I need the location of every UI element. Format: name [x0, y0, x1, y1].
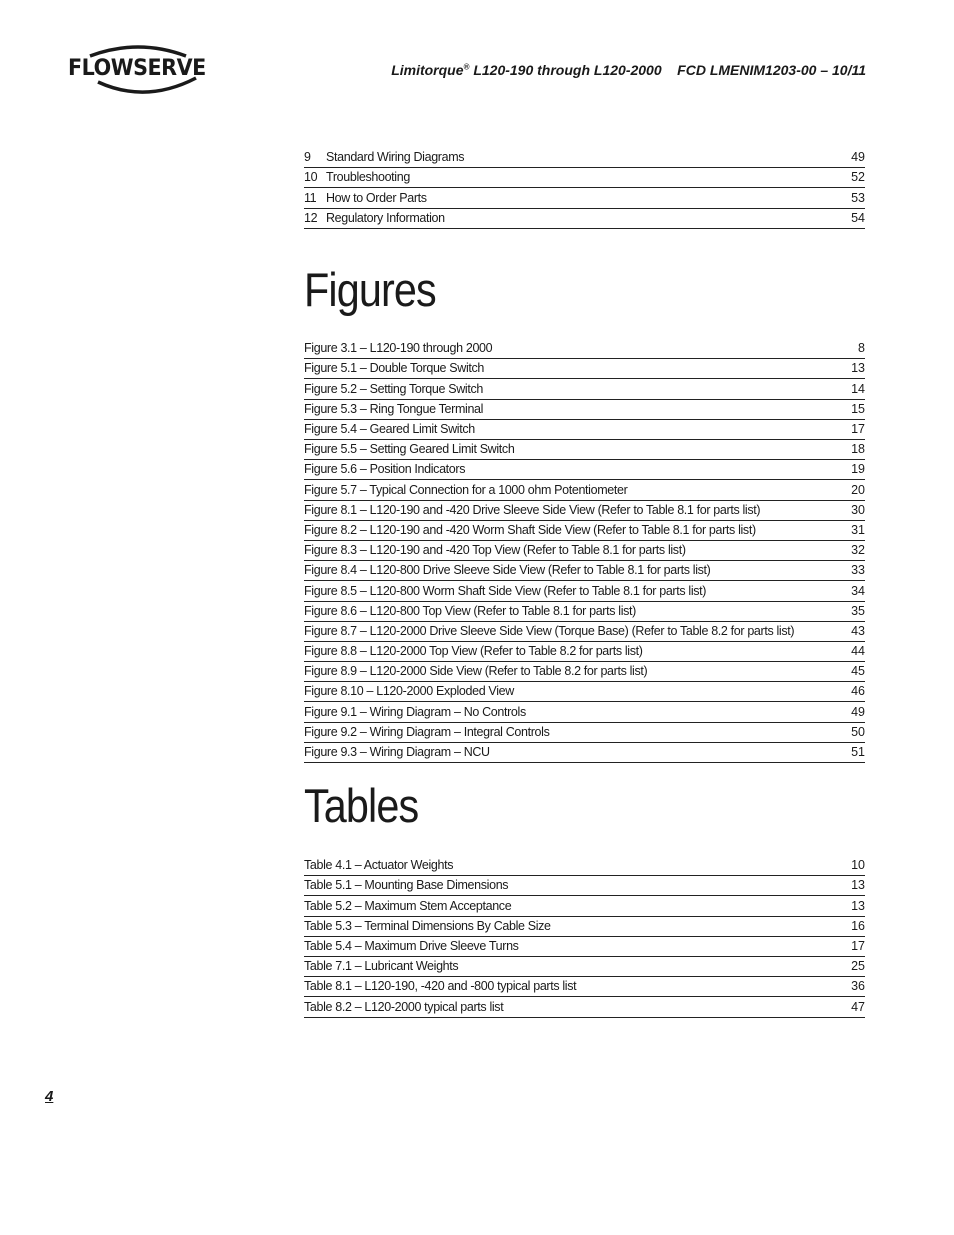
toc-entry[interactable]: [304, 360, 865, 379]
toc-entry[interactable]: [304, 210, 865, 229]
toc-entry[interactable]: [304, 401, 865, 420]
toc-entry-page: 14: [851, 381, 865, 396]
toc-entry-label: Table 5.1 – Mounting Base Dimensions: [304, 878, 509, 893]
section-label: Regulatory Information: [326, 210, 445, 225]
toc-entry-label: Figure 9.2 – Wiring Diagram – Integral Controls: [304, 724, 550, 739]
toc-entry-label: [304, 190, 427, 207]
section-number: 9: [304, 150, 311, 165]
section-number: 10: [304, 170, 318, 185]
toc-entry-label: Figure 8.2 – L120-190 and -420 Worm Shaft Side View (Refer to Table 8.1 for parts list): [304, 522, 756, 537]
toc-entry-page: 13: [851, 878, 865, 893]
figures-heading: Figures: [304, 263, 436, 316]
toc-entry-label: Figure 5.3 – Ring Tongue Terminal: [304, 401, 484, 416]
toc-entry[interactable]: [304, 724, 865, 743]
toc-entry[interactable]: [304, 663, 865, 682]
toc-entry-label: Figure 8.8 – L120-2000 Top View (Refer to Table 8.2 for parts list): [304, 644, 643, 659]
toc-entry[interactable]: [304, 149, 865, 168]
toc-entry-label: Table 8.1 – L120-190, -420 and -800 typical parts list: [304, 979, 577, 994]
toc-entry-label: [304, 210, 445, 227]
figures-list: [304, 340, 865, 764]
toc-entry[interactable]: [304, 340, 865, 359]
toc-entry-page: 34: [851, 583, 865, 598]
toc-entry-page: 18: [851, 442, 865, 457]
toc-entry-page: 49: [851, 150, 865, 165]
toc-entry-label: Figure 9.1 – Wiring Diagram – No Controls: [304, 704, 526, 719]
toc-entry[interactable]: [304, 481, 865, 500]
toc-entry-label: Figure 8.3 – L120-190 and -420 Top View (Refer to Table 8.1 for parts list): [304, 543, 686, 558]
header-title: L120-190 through L120-2000 FCD LMENIM1203-00 – 10/11: [469, 62, 866, 78]
toc-entry-label: [304, 149, 464, 166]
toc-entry[interactable]: [304, 562, 865, 581]
section-label: Troubleshooting: [326, 170, 410, 185]
toc-entry-page: 52: [851, 170, 865, 185]
toc-entry-label: Figure 5.2 – Setting Torque Switch: [304, 381, 483, 396]
toc-entry[interactable]: [304, 897, 865, 916]
section-label: How to Order Parts: [326, 190, 427, 205]
toc-entry-label: Figure 9.3 – Wiring Diagram – NCU: [304, 745, 490, 760]
toc-entry-page: 31: [851, 522, 865, 537]
toc-entry-page: 49: [851, 704, 865, 719]
toc-entry-page: 44: [851, 644, 865, 659]
logo-text: FLOWSERVE: [68, 56, 206, 81]
toc-entry[interactable]: [304, 998, 865, 1017]
toc-entry-label: Figure 8.5 – L120-800 Worm Shaft Side View (Refer to Table 8.1 for parts list): [304, 583, 707, 598]
toc-entry-page: 17: [851, 422, 865, 437]
toc-entry[interactable]: [304, 602, 865, 621]
toc-entry-page: 45: [851, 664, 865, 679]
toc-entry-label: Figure 5.6 – Position Indicators: [304, 462, 466, 477]
toc-entry-label: Figure 8.1 – L120-190 and -420 Drive Sleeve Side View (Refer to Table 8.1 for parts list): [304, 502, 761, 517]
toc-entry[interactable]: [304, 978, 865, 997]
toc-entry-page: 53: [851, 190, 865, 205]
toc-entry[interactable]: [304, 918, 865, 937]
toc-entry[interactable]: [304, 189, 865, 208]
toc-entry[interactable]: [304, 169, 865, 188]
toc-entry-label: [304, 169, 410, 186]
toc-entry-page: 46: [851, 684, 865, 699]
toc-entry[interactable]: [304, 683, 865, 702]
toc-entry-page: 51: [851, 745, 865, 760]
toc-entry-page: 19: [851, 462, 865, 477]
toc-entry-label: Table 5.4 – Maximum Drive Sleeve Turns: [304, 939, 519, 954]
contents-list: [304, 149, 865, 230]
toc-entry-page: 43: [851, 623, 865, 638]
toc-entry[interactable]: [304, 623, 865, 642]
toc-entry[interactable]: [304, 703, 865, 722]
toc-entry-page: 36: [851, 979, 865, 994]
flowserve-logo: [68, 44, 208, 96]
section-number: 12: [304, 210, 318, 225]
toc-entry-page: 8: [858, 341, 865, 356]
toc-entry[interactable]: [304, 857, 865, 876]
toc-entry-label: Figure 5.4 – Geared Limit Switch: [304, 422, 475, 437]
toc-entry-page: 13: [851, 898, 865, 913]
toc-entry-page: 20: [851, 482, 865, 497]
toc-entry-page: 17: [851, 939, 865, 954]
toc-entry[interactable]: [304, 461, 865, 480]
section-number: 11: [304, 190, 317, 205]
toc-entry[interactable]: [304, 441, 865, 460]
toc-entry[interactable]: [304, 380, 865, 399]
tables-list: [304, 857, 865, 1019]
toc-entry-label: Figure 5.1 – Double Torque Switch: [304, 361, 484, 376]
toc-entry[interactable]: [304, 958, 865, 977]
toc-entry-page: 30: [851, 502, 865, 517]
toc-entry-page: 13: [851, 361, 865, 376]
toc-entry[interactable]: [304, 502, 865, 521]
toc-entry-page: 25: [851, 959, 865, 974]
document-header: [391, 62, 866, 78]
toc-entry[interactable]: [304, 421, 865, 440]
toc-entry-page: 32: [851, 543, 865, 558]
toc-entry[interactable]: [304, 582, 865, 601]
toc-entry-label: Table 8.2 – L120-2000 typical parts list: [304, 999, 504, 1014]
section-label: Standard Wiring Diagrams: [326, 150, 465, 165]
toc-entry[interactable]: [304, 542, 865, 561]
toc-entry[interactable]: [304, 744, 865, 763]
toc-entry-label: Table 4.1 – Actuator Weights: [304, 858, 454, 873]
toc-entry-page: 33: [851, 563, 865, 578]
toc-entry-label: Figure 5.7 – Typical Connection for a 1000 ohm Potentiometer: [304, 482, 628, 497]
toc-entry-label: Figure 5.5 – Setting Geared Limit Switch: [304, 442, 515, 457]
toc-entry-label: Figure 8.10 – L120-2000 Exploded View: [304, 684, 514, 699]
toc-entry-label: Table 5.2 – Maximum Stem Acceptance: [304, 898, 512, 913]
toc-entry-page: 35: [851, 603, 865, 618]
toc-entry-label: Table 7.1 – Lubricant Weights: [304, 959, 459, 974]
toc-entry-page: 54: [851, 210, 865, 225]
toc-entry[interactable]: [304, 877, 865, 896]
toc-entry[interactable]: [304, 938, 865, 957]
tables-heading: Tables: [304, 779, 419, 832]
toc-entry-page: 15: [851, 401, 865, 416]
toc-entry-page: 16: [851, 918, 865, 933]
toc-entry-label: Figure 8.6 – L120-800 Top View (Refer to Table 8.1 for parts list): [304, 603, 636, 618]
toc-entry-label: Figure 8.4 – L120-800 Drive Sleeve Side View (Refer to Table 8.1 for parts list): [304, 563, 711, 578]
toc-entry-page: 10: [851, 858, 865, 873]
toc-entry-label: Figure 8.9 – L120-2000 Side View (Refer to Table 8.2 for parts list): [304, 664, 648, 679]
registered-mark: ®: [463, 62, 470, 72]
toc-entry-page: 50: [851, 724, 865, 739]
page-number: 4: [45, 1088, 54, 1105]
toc-entry-label: Figure 3.1 – L120-190 through 2000: [304, 341, 493, 356]
toc-entry-label: Table 5.3 – Terminal Dimensions By Cable Size: [304, 918, 551, 933]
toc-entry-label: Figure 8.7 – L120-2000 Drive Sleeve Side View (Torque Base) (Refer to Table 8.2 for parts list): [304, 623, 795, 638]
toc-entry[interactable]: [304, 643, 865, 662]
toc-entry-page: 47: [851, 999, 865, 1014]
brand-name: Limitorque: [391, 62, 464, 78]
toc-entry[interactable]: [304, 522, 865, 541]
